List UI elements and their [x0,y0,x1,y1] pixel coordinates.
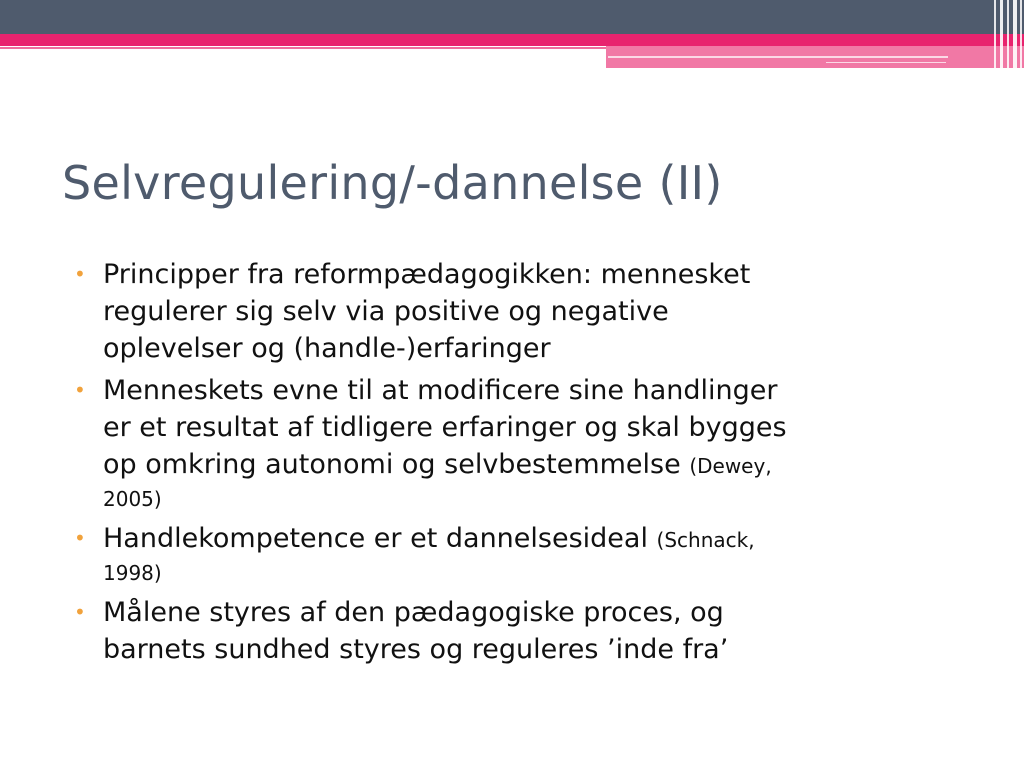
bullet-item [74,594,974,668]
header-pink-stripe [0,34,1024,46]
citation: (Dewey, [689,454,772,478]
header-light-line [608,56,948,58]
slide-title: Selvregulering/-dannelse (II) [62,156,723,210]
header-pink-line [0,47,606,49]
bullet-marker-icon: • [74,526,86,550]
bullet-text-line: er et resultat af tidligere erfaringer og skal bygges [103,412,787,443]
bullet-marker-icon: • [74,378,86,402]
bullet-text: op omkring autonomi og selvbestemmelse [103,449,690,480]
citation: (Schnack, [656,528,755,552]
bullet-text-line: regulerer sig selv via positive og negative [103,296,669,327]
bullet-item [74,372,974,515]
bullet-text: Handlekompetence er et dannelsesideal [103,523,657,554]
bullet-text-line: Målene styres af den pædagogiske proces, og [103,597,724,628]
bullet-text-line: Menneskets evne til at modificere sine handlinger [103,375,778,406]
bullet-text-line: Principper fra reformpædagogikken: mennesket [103,259,751,290]
citation-continued: 2005) [103,487,162,511]
bullet-text-line: barnets sundhed styres og reguleres ’inde fra’ [103,634,729,665]
bullet-list [74,256,974,673]
bullet-text-line [103,446,974,483]
bullet-text-line: oplevelser og (handle-)erfaringer [103,333,551,364]
header-vertical-stripes [990,0,1024,70]
bullet-item [74,256,974,367]
bullet-marker-icon: • [74,262,86,286]
bullet-item [74,520,974,589]
header-band [0,0,1024,34]
bullet-marker-icon: • [74,600,86,624]
header-light-line-short [826,62,946,63]
bullet-text-line [103,520,974,557]
citation-continued: 1998) [103,561,162,585]
